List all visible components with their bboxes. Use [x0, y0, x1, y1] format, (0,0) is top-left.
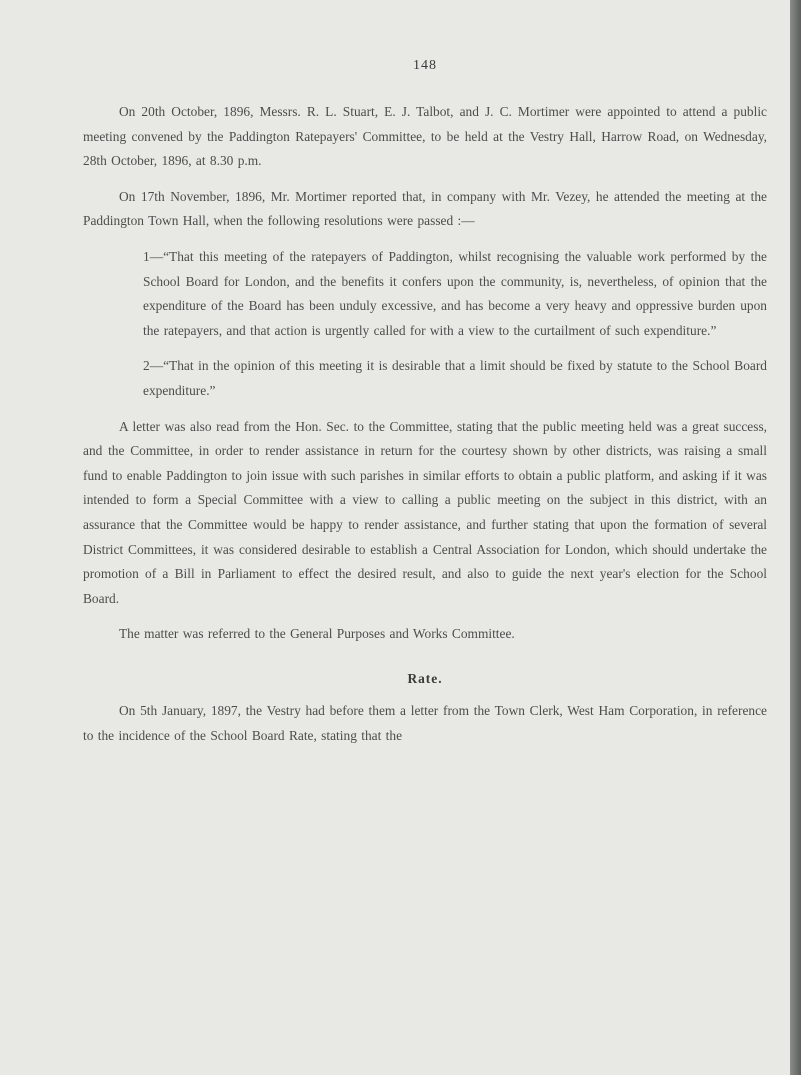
book-edge	[790, 0, 801, 1075]
paragraph-appointment: On 20th October, 1896, Messrs. R. L. Stuart, E. J. Talbot, and J. C. Mortimer were appointed to attend a public meeting convened by the Paddington Ratepayers' Committee, to be held at the Vestry Hall, Harrow Road, on Wednesday, 28th October, 1896, at 8.30 p.m.	[83, 104, 767, 169]
section-heading-rate: Rate.	[407, 670, 443, 686]
paragraph-rate: On 5th January, 1897, the Vestry had before them a letter from the Town Clerk, West Ham Corporation, in reference to the incidence of the School Board Rate, stating that the	[83, 703, 767, 744]
resolution-1: 1—“That this meeting of the ratepayers of Paddington, whilst recognising the valuable work performed by the School Board for London, and the benefits it confers upon the community, is, nevertheless, of opinion that the expenditure of the Board has been unduly excessive, and has become a very heavy and oppressive burden upon the ratepayers, and that action is urgently called for with a view to the curtailment of such expenditure.”	[143, 248, 767, 338]
paragraph-report: On 17th November, 1896, Mr. Mortimer reported that, in company with Mr. Vezey, he attended the meeting at the Paddington Town Hall, when the following resolutions were passed :—	[83, 188, 767, 229]
resolution-2: 2—“That in the opinion of this meeting it is desirable that a limit should be fixed by statute to the School Board expenditure.”	[143, 358, 767, 398]
document-body	[83, 100, 767, 760]
paragraph-letter: A letter was also read from the Hon. Sec. to the Committee, stating that the public meeting held was a great success, and the Committee, in order to render assistance in return for the courtesy shown by other districts, was raising a small fund to enable Paddington to join issue with such parishes in similar efforts to obtain a public platform, and asking if it was intended to form a Special Committee with a view to calling a public meeting on the subject in this district, with an assurance that the Committee would be happy to render assistance, and further stating that upon the formation of several District Committees, it was considered desirable to establish a Central Association for London, which should undertake the promotion of a Bill in Parliament to effect the desired result, and also to guide the next year's election for the School Board.	[83, 418, 767, 606]
paragraph-referral: The matter was referred to the General Purposes and Works Committee.	[119, 626, 515, 642]
page-number: 148	[413, 58, 437, 73]
